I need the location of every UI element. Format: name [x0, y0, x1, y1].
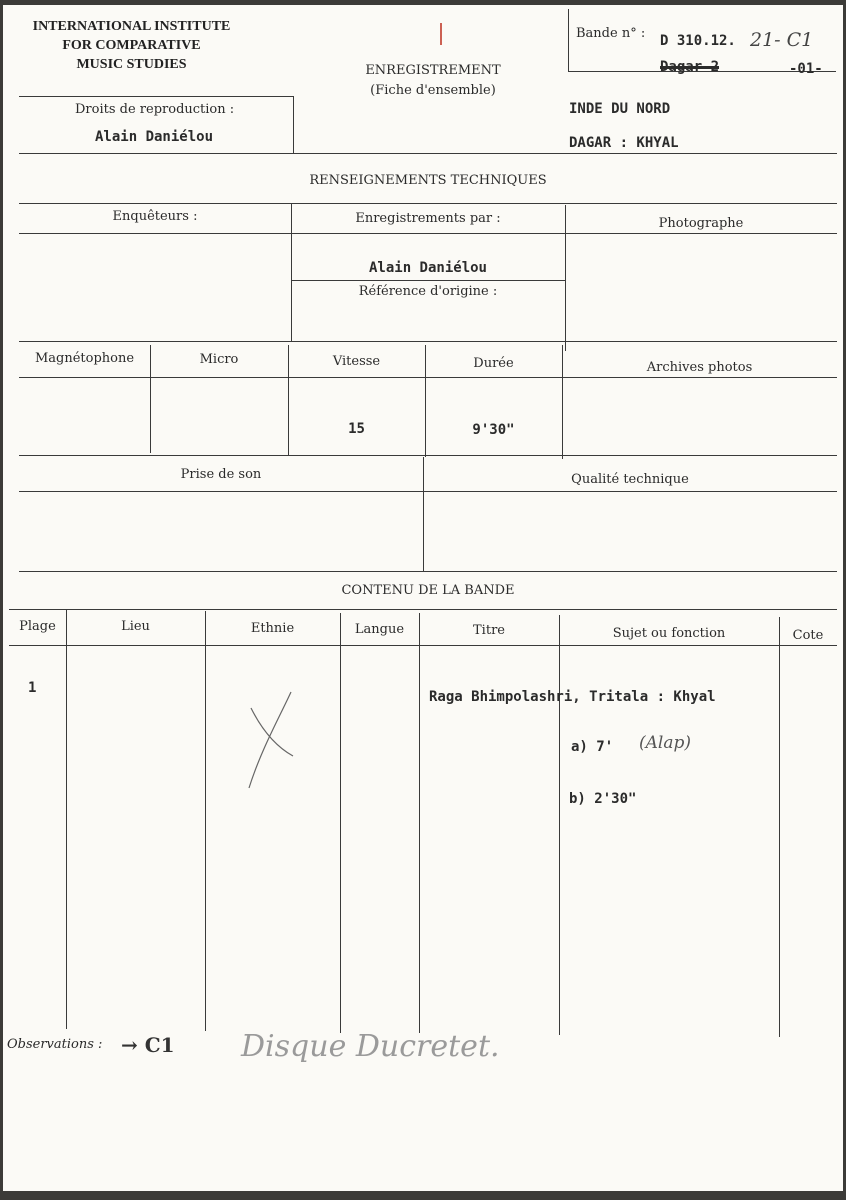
ethnie-cross-mark	[243, 688, 303, 793]
bande-suffix: -01-	[789, 61, 823, 77]
col-titre: Titre	[473, 623, 505, 638]
bande-number: D 310.12.	[660, 33, 736, 49]
observations-note: Disque Ducretet.	[241, 1029, 500, 1064]
bande-crossed-out: Dagar 2	[660, 59, 720, 75]
enregistrements-value: Alain Daniélou	[368, 260, 487, 276]
ethnie-cross-stroke-1	[249, 692, 291, 788]
enregistrements-label: Enregistrements par :	[355, 211, 501, 226]
region: INDE DU NORD	[569, 101, 671, 117]
contenu-col-line-2	[205, 611, 206, 1031]
institute-line-3: MUSIC STUDIES	[76, 57, 187, 72]
institute-line-2: FOR COMPARATIVE	[62, 38, 201, 53]
col-langue: Langue	[354, 622, 405, 637]
prise-label: Prise de son	[180, 467, 262, 482]
form-title: ENREGISTREMENT	[365, 63, 501, 78]
plage-value: 1	[28, 680, 37, 696]
col-ethnie: Ethnie	[250, 621, 295, 636]
titre-value: Raga Bhimpolashri, Tritala : Khyal	[429, 689, 716, 705]
tech-header-line	[19, 203, 837, 204]
part-a-note: (Alap)	[639, 733, 691, 753]
red-mark	[440, 23, 442, 45]
magnetophone-label: Magnétophone	[34, 351, 135, 366]
contenu-subheader-line	[9, 645, 837, 646]
part-b: b) 2'30"	[569, 791, 637, 807]
institute-name	[9, 17, 254, 74]
droits-value: Alain Daniélou	[95, 129, 214, 145]
col-plage: Plage	[19, 619, 56, 634]
observations-label: Observations :	[7, 1037, 103, 1052]
tech-top-line	[19, 153, 837, 154]
contenu-header-line	[9, 609, 837, 610]
micro-label: Micro	[199, 352, 239, 367]
equipment-top-line	[19, 341, 837, 342]
tech-subheader-line	[19, 233, 837, 234]
duree-value: 9'30"	[472, 422, 515, 438]
vitesse-label: Vitesse	[332, 354, 381, 369]
photographe-label: Photographe	[658, 216, 744, 231]
bande-box-left	[568, 9, 569, 71]
bande-label: Bande n° :	[576, 26, 646, 41]
duree-label: Durée	[473, 356, 514, 371]
record-sheet	[3, 5, 843, 1191]
contenu-section-title: CONTENU DE LA BANDE	[341, 583, 515, 598]
contenu-col-line-3	[340, 613, 341, 1033]
droits-label: Droits de reproduction :	[75, 102, 235, 117]
form-subtitle: (Fiche d'ensemble)	[370, 83, 496, 98]
bande-handwritten: 21- C1	[750, 29, 814, 51]
reference-label: Référence d'origine :	[358, 284, 498, 299]
droits-top-line	[19, 96, 294, 97]
part-a: a) 7'	[571, 739, 614, 755]
contenu-col-line-6	[779, 617, 780, 1037]
archives-label: Archives photos	[646, 360, 753, 375]
enqueteurs-label: Enquêteurs :	[112, 209, 198, 224]
enregistrements-underline	[291, 280, 565, 281]
contenu-col-line-5	[559, 615, 560, 1035]
equipment-header-line	[19, 377, 837, 378]
qualite-label: Qualité technique	[571, 472, 689, 487]
contenu-col-line-4	[419, 613, 420, 1033]
observations-arrow: → C1	[121, 1033, 175, 1057]
prise-header-line	[19, 491, 837, 492]
col-sujet: Sujet ou fonction	[612, 626, 726, 641]
contenu-col-line-1	[66, 609, 67, 1029]
genre: DAGAR : KHYAL	[569, 135, 679, 151]
droits-right-line	[293, 96, 294, 153]
institute-line-1: INTERNATIONAL INSTITUTE	[32, 19, 231, 34]
tech-section-title: RENSEIGNEMENTS TECHNIQUES	[309, 173, 547, 188]
contenu-top-line	[19, 571, 837, 572]
prise-top-line	[19, 455, 837, 456]
col-cote: Cote	[792, 628, 824, 643]
col-lieu: Lieu	[121, 619, 150, 634]
vitesse-value: 15	[348, 421, 365, 437]
